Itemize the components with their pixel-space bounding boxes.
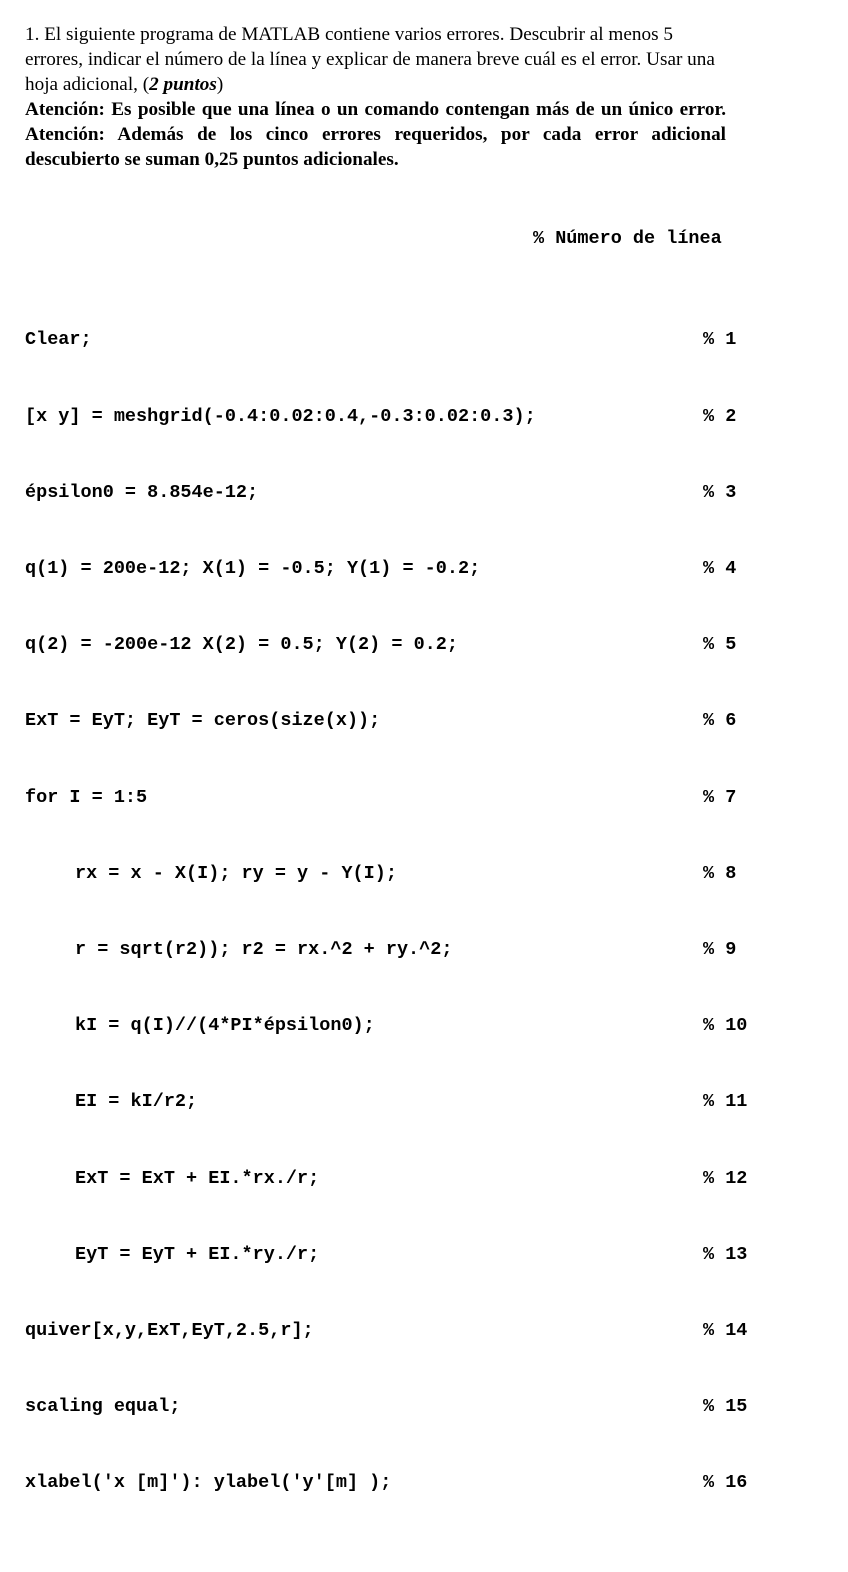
line-number-header: % Número de línea — [533, 227, 722, 249]
problem-statement — [25, 22, 726, 97]
line-number: % 7 — [703, 786, 737, 808]
line-number: % 14 — [703, 1320, 748, 1342]
line-number: % 8 — [703, 862, 737, 884]
code-statement: Clear; — [25, 329, 92, 351]
code-line — [25, 404, 785, 429]
code-line — [25, 632, 785, 657]
code-statement: ExT = EyT; EyT = ceros(size(x)); — [25, 710, 381, 732]
code-line — [25, 708, 785, 733]
line-number: % 12 — [703, 1167, 748, 1189]
line-number: % 11 — [703, 1091, 748, 1113]
code-line — [25, 480, 785, 505]
code-statement: kI = q(I)//(4*PI*épsilon0); — [75, 1015, 375, 1037]
attention-note: Atención: Es posible que una línea o un comando contengan más de un único error. Atención: Además de los cinco errores requeridos, por cada error adicional descubierto se suman 0,25 puntos adicionales. — [25, 99, 726, 170]
code-statement: EI = kI/r2; — [75, 1091, 198, 1113]
line-number: % 10 — [703, 1015, 748, 1037]
code-line — [25, 1242, 785, 1267]
code-statement: r = sqrt(r2)); r2 = rx.^2 + ry.^2; — [75, 939, 453, 961]
line-number: % 13 — [703, 1243, 748, 1265]
line-number: % 4 — [703, 558, 737, 580]
code-line — [25, 1318, 785, 1343]
problem-text: El siguiente programa de MATLAB contiene varios errores. Descubrir al menos 5 errores, indicar el número de la línea y explicar de manera breve cuál es el error. Usar una hoja adicional, ( — [25, 24, 715, 95]
code-statement: q(2) = -200e-12 X(2) = 0.5; Y(2) = 0.2; — [25, 634, 458, 656]
line-number: % 6 — [703, 710, 737, 732]
code-statement: scaling equal; — [25, 1396, 181, 1418]
code-line — [25, 1394, 785, 1419]
line-number: % 2 — [703, 405, 737, 427]
code-statement: ExT = ExT + EI.*rx./r; — [75, 1167, 320, 1189]
code-line — [25, 1166, 785, 1191]
code-statement: rx = x - X(I); ry = y - Y(I); — [75, 862, 397, 884]
code-line — [25, 937, 785, 962]
line-number: % 5 — [703, 634, 737, 656]
code-line — [25, 556, 785, 581]
problem-closing: ) — [216, 74, 224, 95]
problem-number: 1. — [25, 24, 40, 45]
code-line — [25, 327, 785, 352]
code-statement: EyT = EyT + EI.*ry./r; — [75, 1243, 320, 1265]
document-page — [25, 22, 785, 1547]
code-line — [25, 1470, 785, 1495]
code-statement: épsilon0 = 8.854e-12; — [25, 481, 259, 503]
code-statement: for I = 1:5 — [25, 786, 148, 808]
line-number: % 1 — [703, 329, 737, 351]
code-statement: q(1) = 200e-12; X(1) = -0.5; Y(1) = -0.2; — [25, 558, 481, 580]
code-line — [25, 785, 785, 810]
code-statement: quiver[x,y,ExT,EyT,2.5,r]; — [25, 1320, 314, 1342]
code-header-row — [25, 226, 785, 251]
code-line — [25, 1089, 785, 1114]
code-listing — [25, 175, 785, 1547]
code-statement: [x y] = meshgrid(-0.4:0.02:0.4,-0.3:0.02:0.3); — [25, 405, 536, 427]
problem-points: 2 puntos — [149, 74, 217, 95]
code-line — [25, 1013, 785, 1038]
code-line — [25, 861, 785, 886]
line-number: % 15 — [703, 1396, 748, 1418]
line-number: % 16 — [703, 1472, 748, 1494]
line-number: % 3 — [703, 481, 737, 503]
code-statement: xlabel('x [m]'): ylabel('y'[m] ); — [25, 1472, 392, 1494]
line-number: % 9 — [703, 939, 737, 961]
